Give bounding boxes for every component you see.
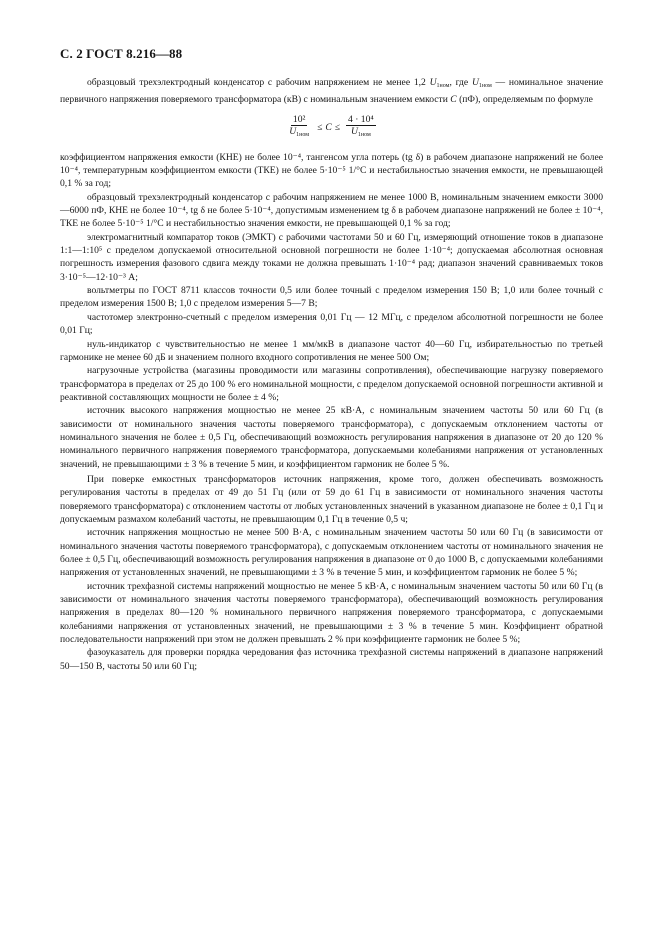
var-u: U — [471, 77, 479, 88]
var-c: C — [450, 94, 457, 106]
paragraph-voltmeters: вольтметры по ГОСТ 8711 классов точности 0,5 или более точный с пределом измерения 150 В; 1,0 или более точный с пределом измерения 1500 В; 1,0 с пределом измерения 5—7 В; — [60, 285, 603, 310]
page-header: С. 2 ГОСТ 8.216—88 — [60, 46, 183, 61]
paragraph-frequency-meter: частотомер электронно-счетный с пределом измерения 0,01 Гц — 12 МГц, с пределом абсолютной погрешности не более 0,01 Гц; — [60, 311, 603, 337]
text-span: (пФ), определяемым по формуле — [456, 94, 593, 106]
var-u-subscript: 1ном — [478, 83, 492, 89]
text-span: образцовый трехэлектродный конденсатор с рабочим напряжением не менее 1,2 — [87, 77, 430, 88]
paragraph-voltage-source: источник напряжения мощностью не менее 500 В·А, с номинальным значением частоты 50 или 60 Гц (в зависимости от номинального значения частоты поверяемого трансформатора), с допускаемым отклонением частоты от номинального значения не более ± 0,5 Гц, обеспечивающий возможность регулирования напряжения в диапазоне от 0 до 1000 В, с допускаемыми колебаниями напряжения от установленных значений, не превышающими ± 3 % в течение 5 мин, и коэффициентом гармоник не более 5 %; — [60, 527, 603, 579]
capacitance-formula — [60, 109, 603, 147]
formula-right-numerator: 4 · 10⁴ — [348, 114, 374, 126]
formula-right-fraction — [346, 114, 376, 141]
paragraph-three-phase-source: источник трехфазной системы напряжений мощностью не менее 5 кВ·А, с номинальным значением частоты 50 или 60 Гц (в зависимости от номинального значения частоты поверяемого трансформатора), обеспечивающий возможность регулирования напряжения в пределах 80—120 % номинального первичного напряжения поверяемого трансформатора, с допускаемыми колебаниями напряжения от установленных значений, не превышающими ± 3 % в течение 5 мин. Коэффициент обратной последовательности напряжений при этом не должен превышать 2 % при коэффициенте гармоник не более 5 %; — [60, 580, 603, 646]
var-u-subscript: 1ном — [296, 132, 310, 139]
paragraph-capacitor-params: коэффициентом напряжения емкости (КНЕ) не более 10⁻⁴, тангенсом угла потерь (tg δ) в рабочем диапазоне напряжений не более 10⁻⁴, температурным коэффициентом емкости (ТКЕ) не более 5·10⁻⁵ 1/°С и нестабильностью значения емкости, не превышающей 0,1 % за год; — [60, 151, 603, 190]
var-u: U — [350, 126, 358, 138]
text-span: — номинальное значение первичного напряжения поверяемого трансформатора (кВ) с номинальным значением емкости — [60, 77, 603, 106]
var-u: U — [429, 77, 437, 88]
formula-left-fraction — [287, 114, 311, 141]
var-u-subscript: 1ном — [436, 83, 450, 89]
formula-right-denominator — [349, 126, 373, 141]
formula-var-c: C — [325, 122, 332, 134]
formula-left-denominator — [287, 126, 311, 141]
paragraph-reference-capacitor — [60, 76, 603, 107]
formula-le-sign: ≤ — [317, 122, 323, 134]
document-body — [60, 76, 603, 673]
paragraph-high-voltage-source: источник высокого напряжения мощностью не менее 25 кВ·А, с номинальным значением частоты 50 или 60 Гц (в зависимости от номинального значения частоты поверяемого трансформатора), с допускаемым отклонением частоты от номинального значения не более ± 0,5 Гц, обеспечивающий возможность регулирования напряжения в диапазоне от 20 до 120 % номинального первичного напряжения поверяемого трансформатора, допускаемыми колебаниями напряжения от установленных значений, не превышающими ± 3 % в течение 5 мин, и коэффициентом гармоник не более 5 %. — [60, 405, 603, 470]
var-u: U — [289, 126, 297, 138]
paragraph-capacitive-transformers: При поверке емкостных трансформаторов источник напряжения, кроме того, должен обеспечивать возможность регулирования частоты в пределах от 49 до 51 Гц (или от 59 до 61 Гц в зависимости от номинального значения частоты поверяемого трансформатора) с отклонением частоты от любых установленных значений в указанном диапазоне не более ± 0,1 Гц и допускаемым размахом колебаний частоты, не превышающим 0,1 Гц в течение 0,5 ч; — [60, 473, 603, 525]
var-u-subscript: 1ном — [357, 132, 371, 139]
paragraph-phase-indicator: фазоуказатель для проверки порядка чередования фаз источника трехфазной системы напряжений в диапазоне напряжений 50—150 В, частоты 50 или 60 Гц; — [60, 647, 603, 672]
formula-le-sign: ≤ — [334, 122, 341, 134]
paragraph-reference-capacitor-1000v: образцовый трехэлектродный конденсатор с рабочим напряжением не менее 1000 В, номинальным значением емкости 3000—6000 пФ, КНЕ не более 10⁻⁴, tg δ не более 5·10⁻⁴, допустимым изменением tg δ в рабочем диапазоне напряжений не более ± 10⁻⁴, ТКЕ не более 5·10⁻⁵ 1/°С и нестабильностью значения емкости, не превышающей 0,1 % за год; — [60, 191, 603, 230]
paragraph-current-comparator: электромагнитный компаратор токов (ЭМКТ) с рабочими частотами 50 и 60 Гц, измеряющий отношение токов в диапазоне 1:1—1:10⁵ с пределом допускаемой относительной основной погрешности не более 1·10⁻⁴; допускаемая абсолютная основная погрешность измерения фазового сдвига между токами не должна превышать 1·10⁻⁴ рад; диапазон значений сравниваемых токов 3·10⁻⁵—12·10⁻³ А; — [60, 231, 603, 283]
paragraph-null-indicator: нуль-индикатор с чувствительностью не менее 1 мм/мкВ в диапазоне частот 40—60 Гц, избирательностью по третьей гармонике не менее 60 дБ и значением полного входного сопротивления не менее 500 Ом; — [60, 338, 603, 363]
paragraph-load-devices: нагрузочные устройства (магазины проводимости или магазины сопротивления), обеспечивающие нагрузку поверяемого трансформатора в пределах от 25 до 100 % его номинальной мощности, с пределом допускаемой основной погрешности активной и реактивной составляющих мощности не более ± 4 %; — [60, 365, 603, 403]
text-span: , где — [449, 77, 472, 88]
formula-left-numerator: 10² — [292, 114, 306, 126]
